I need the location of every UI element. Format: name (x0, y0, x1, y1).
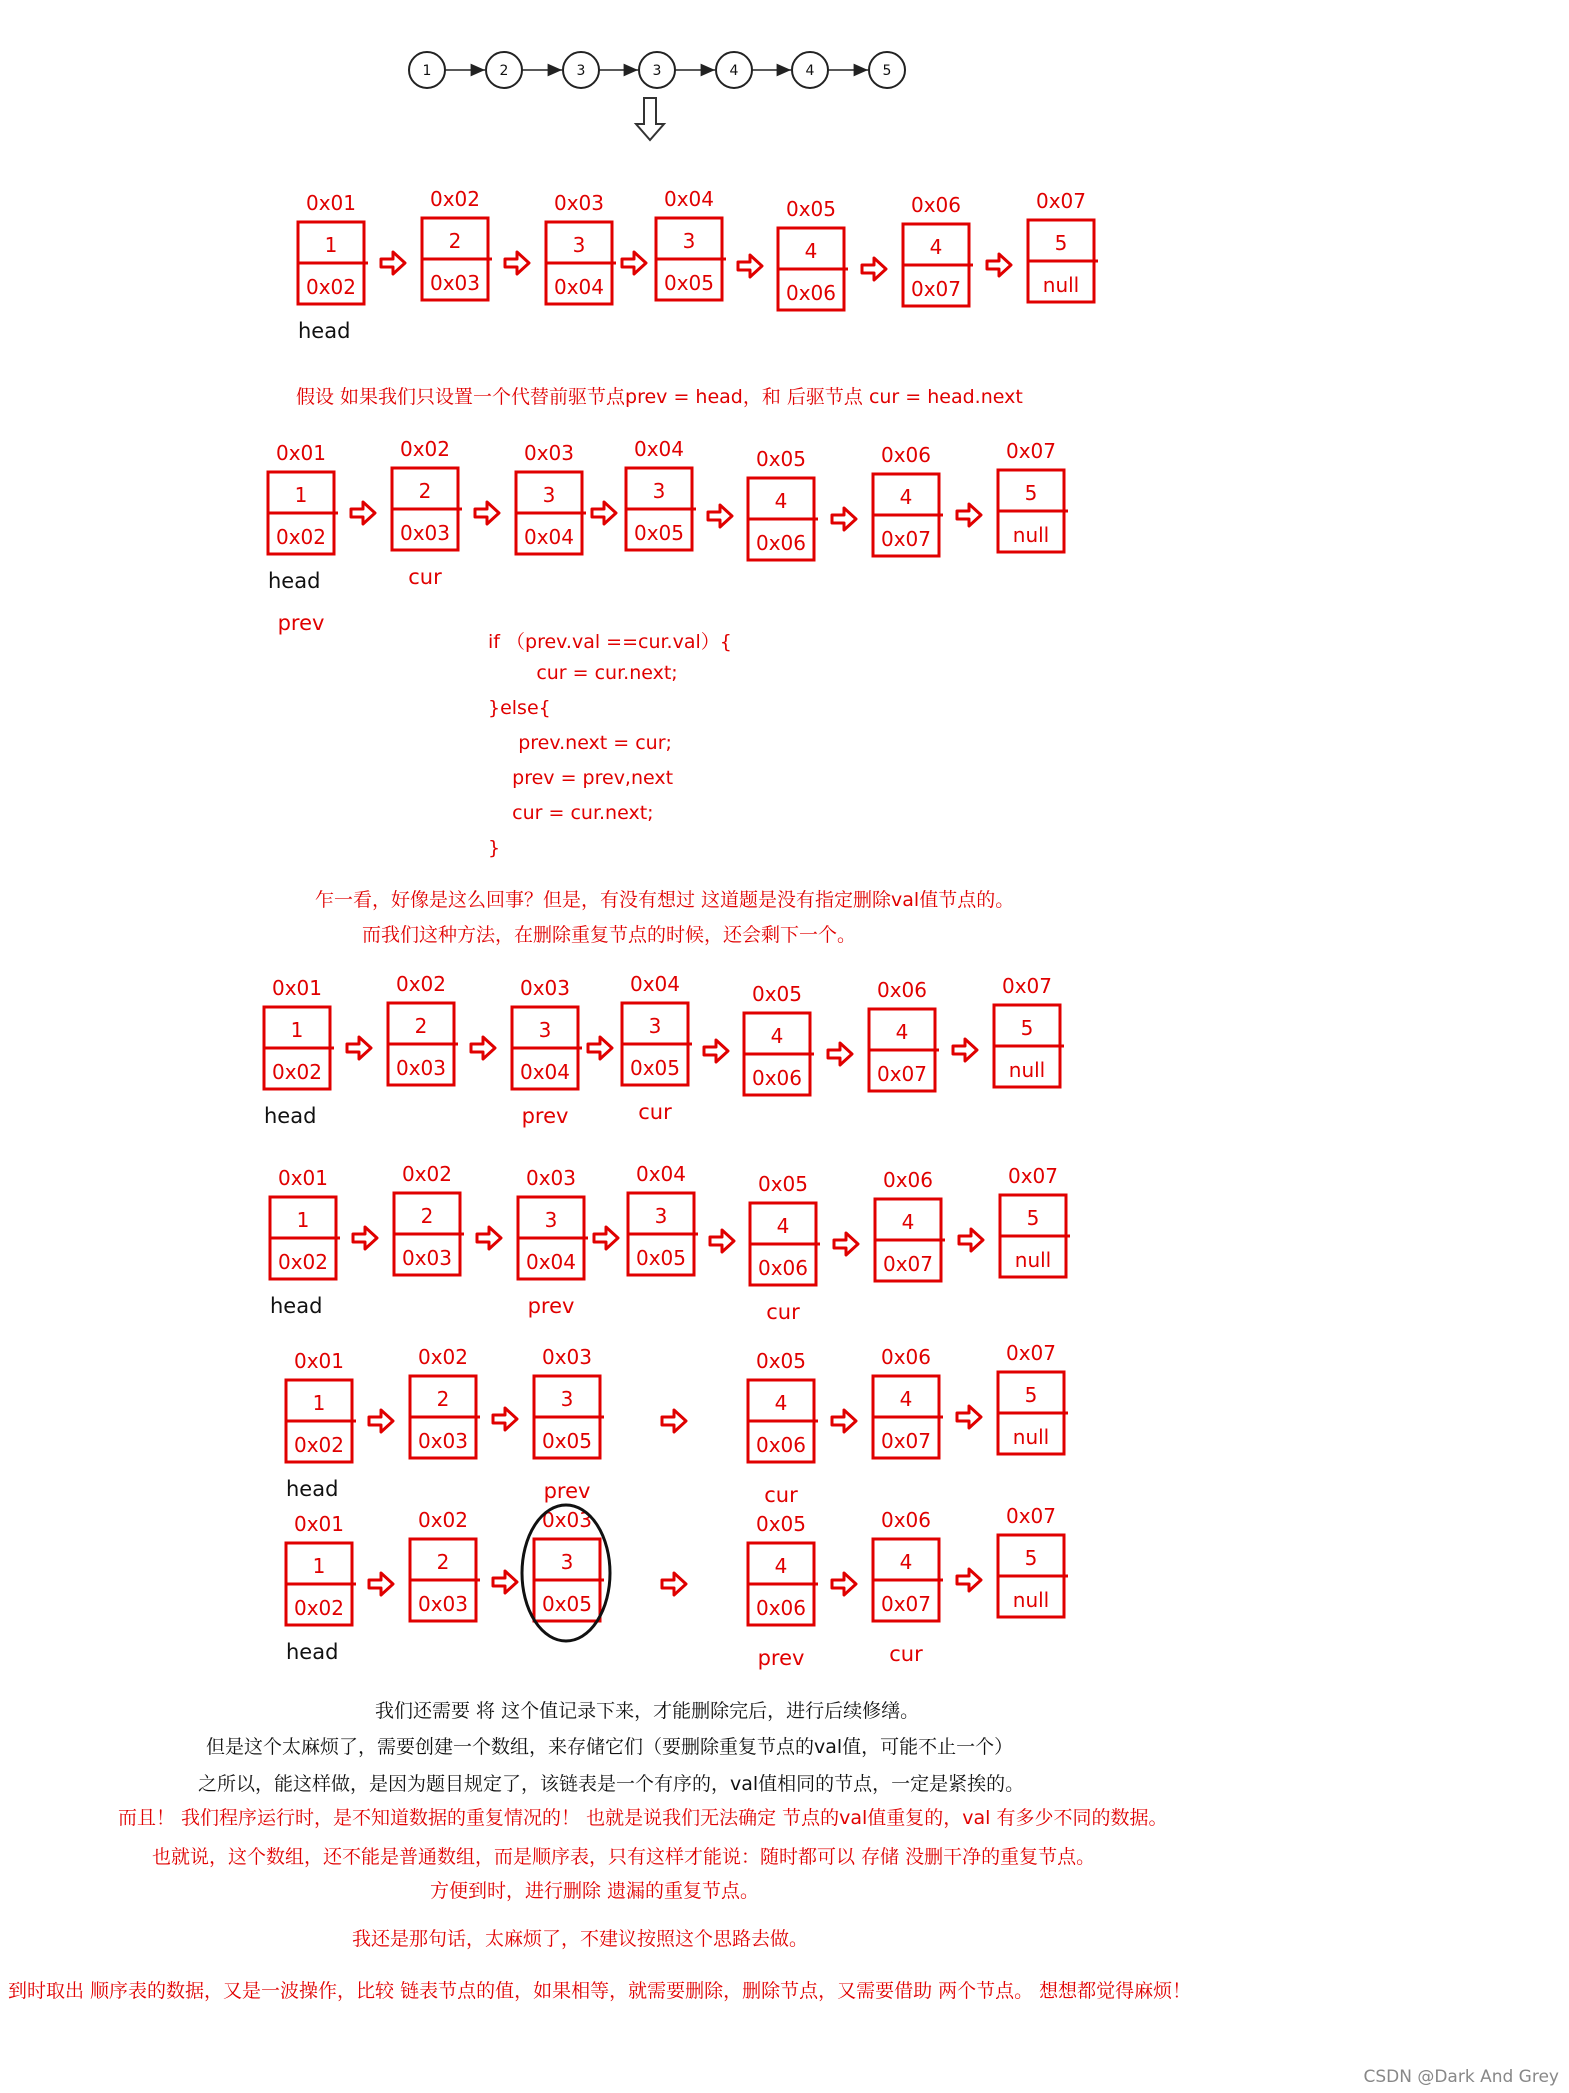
node-value: 5 (1054, 231, 1068, 255)
list-node (286, 1349, 356, 1462)
pointer-label-prev: prev (757, 1646, 805, 1670)
next-pointer-arrow (828, 1043, 852, 1065)
node-next: 0x07 (880, 1429, 932, 1453)
note-line-8: 到时取出 顺序表的数据，又是一波操作，比较 链表节点的值，如果相等，就需要删除，删除节点，又需要借助 两个节点。 想想都觉得麻烦！ (8, 1980, 1192, 2002)
list-node (873, 1345, 943, 1458)
node-next: 0x04 (523, 525, 575, 549)
node-value: 4 (899, 1387, 913, 1411)
watermark: CSDN @Dark And Grey (1363, 2067, 1559, 2087)
node-address: 0x04 (663, 187, 715, 211)
node-next: 0x07 (876, 1062, 928, 1086)
node-row (270, 1162, 1070, 1324)
next-pointer-arrow (832, 508, 856, 530)
chain-node-value: 3 (652, 63, 662, 79)
note-line-4: 而且！ 我们程序运行时，是不知道数据的重复情况的！ 也就是说我们无法确定 节点的val值重复的，val 有多少不同的数据。 (118, 1807, 1168, 1829)
list-node (410, 1345, 480, 1458)
next-pointer-arrow (592, 502, 616, 524)
code-line: }else{ (488, 697, 551, 719)
node-next: 0x07 (880, 1592, 932, 1616)
node-value: 5 (1024, 1546, 1038, 1570)
node-address: 0x02 (401, 1162, 453, 1186)
list-node (748, 1512, 818, 1625)
pointer-label-head: head (264, 1104, 317, 1128)
list-node (264, 976, 334, 1089)
list-node (394, 1162, 464, 1275)
node-next: 0x02 (271, 1060, 323, 1084)
pointer-label-head: head (286, 1640, 339, 1664)
node-value: 3 (652, 479, 666, 503)
chain-node-value: 2 (499, 63, 509, 79)
next-pointer-arrow (475, 502, 499, 524)
note-line-5: 也就说，这个数组，还不能是普通数组，而是顺序表，只有这样才能说：随时都可以 存储 没删干净的重复节点。 (152, 1846, 1096, 1868)
next-pointer-arrow (353, 1227, 377, 1249)
node-next: 0x03 (429, 271, 481, 295)
list-node (512, 976, 582, 1089)
node-next: 0x05 (541, 1429, 593, 1453)
list-node (748, 1349, 818, 1462)
node-value: 2 (436, 1550, 450, 1574)
node-value: 4 (770, 1024, 784, 1048)
node-value: 4 (899, 485, 913, 509)
next-pointer-arrow (662, 1410, 686, 1432)
pointer-label-cur: cur (408, 565, 442, 589)
node-address: 0x07 (1035, 189, 1087, 213)
next-pointer-arrow (493, 1571, 517, 1593)
next-pointer-arrow (832, 1573, 856, 1595)
list-node (748, 447, 818, 560)
node-value: 4 (774, 1391, 788, 1415)
node-value: 4 (804, 239, 818, 263)
list-node (1028, 189, 1098, 302)
node-next: 0x06 (785, 281, 837, 305)
list-node (873, 1508, 943, 1621)
code-line: } (488, 837, 501, 859)
next-pointer-arrow (710, 1230, 734, 1252)
node-address: 0x01 (277, 1166, 329, 1190)
node-row (268, 437, 1068, 635)
node-address: 0x01 (293, 1512, 345, 1536)
node-value: 4 (895, 1020, 909, 1044)
code-line: cur = cur.next; (488, 662, 678, 684)
next-pointer-arrow (959, 1229, 983, 1251)
node-address: 0x05 (755, 1349, 807, 1373)
chain-node-value: 3 (576, 63, 586, 79)
list-node (388, 972, 458, 1085)
node-next: 0x07 (882, 1252, 934, 1276)
node-next: 0x06 (757, 1256, 809, 1280)
node-row (298, 187, 1098, 343)
list-node (534, 1508, 604, 1621)
node-value: 5 (1024, 1383, 1038, 1407)
next-pointer-arrow (351, 502, 375, 524)
code-line: if （prev.val ==cur.val）{ (488, 631, 732, 653)
node-value: 1 (324, 233, 338, 257)
next-pointer-arrow (493, 1408, 517, 1430)
node-next: 0x05 (629, 1056, 681, 1080)
node-next: 0x06 (755, 1433, 807, 1457)
observation-line-1: 乍一看，好像是这么回事？但是，有没有想过 这道题是没有指定删除val值节点的。 (315, 889, 1015, 911)
note-line-1: 我们还需要 将 这个值记录下来，才能删除完后，进行后续修缮。 (375, 1700, 920, 1722)
node-address: 0x06 (880, 443, 932, 467)
node-row (286, 1341, 1068, 1507)
node-address: 0x04 (629, 972, 681, 996)
list-node (270, 1166, 340, 1279)
next-pointer-arrow (381, 252, 405, 274)
node-address: 0x03 (553, 191, 605, 215)
node-address: 0x03 (519, 976, 571, 1000)
list-node (1000, 1164, 1070, 1277)
node-address: 0x03 (541, 1508, 593, 1532)
node-value: 3 (560, 1550, 574, 1574)
node-value: 3 (572, 233, 586, 257)
node-value: 3 (682, 229, 696, 253)
node-address: 0x04 (635, 1162, 687, 1186)
node-next: 0x03 (417, 1592, 469, 1616)
note-line-6: 方便到时，进行删除 遗漏的重复节点。 (430, 1880, 760, 1902)
node-address: 0x07 (1005, 439, 1057, 463)
list-node (875, 1168, 945, 1281)
list-node (392, 437, 462, 550)
list-node (998, 439, 1068, 552)
node-next: 0x02 (293, 1596, 345, 1620)
node-value: 2 (418, 479, 432, 503)
assumption-text: 假设 如果我们只设置一个代替前驱节点prev = head，和 后驱节点 cur = head.next (296, 386, 1023, 408)
list-node (286, 1512, 356, 1625)
node-value: 3 (654, 1204, 668, 1228)
node-next: 0x03 (417, 1429, 469, 1453)
list-node (410, 1508, 480, 1621)
list-node (656, 187, 726, 300)
node-next: 0x04 (525, 1250, 577, 1274)
next-pointer-arrow (347, 1037, 371, 1059)
next-pointer-arrow (862, 258, 886, 280)
note-line-3: 之所以，能这样做，是因为题目规定了，该链表是一个有序的，val值相同的节点，一定是紧挨的。 (198, 1773, 1025, 1795)
node-next: 0x05 (663, 271, 715, 295)
node-value: 3 (648, 1014, 662, 1038)
node-address: 0x01 (275, 441, 327, 465)
pointer-label-head: head (298, 319, 351, 343)
node-next: 0x04 (553, 275, 605, 299)
node-value: 4 (929, 235, 943, 259)
next-pointer-arrow (953, 1039, 977, 1061)
list-node (869, 978, 939, 1091)
node-address: 0x01 (305, 191, 357, 215)
node-next: null (1012, 523, 1050, 547)
node-next: 0x03 (401, 1246, 453, 1270)
node-next: null (1042, 273, 1080, 297)
node-next: 0x03 (395, 1056, 447, 1080)
node-address: 0x02 (395, 972, 447, 996)
node-next: 0x07 (910, 277, 962, 301)
chain-node-value: 4 (805, 63, 815, 79)
node-row (286, 1504, 1068, 1670)
code-line: cur = cur.next; (488, 802, 654, 824)
node-next: 0x05 (541, 1592, 593, 1616)
transform-arrow-down (636, 98, 664, 140)
next-pointer-arrow (588, 1037, 612, 1059)
node-value: 5 (1020, 1016, 1034, 1040)
list-node (534, 1345, 604, 1458)
chain-node-value: 1 (422, 63, 432, 79)
node-row (264, 972, 1064, 1128)
list-node (298, 191, 368, 304)
list-node (622, 972, 692, 1085)
code-line: prev.next = cur; (488, 732, 672, 754)
list-node (744, 982, 814, 1095)
list-node (994, 974, 1064, 1087)
node-address: 0x05 (757, 1172, 809, 1196)
node-value: 2 (420, 1204, 434, 1228)
pointer-label-head: head (286, 1477, 339, 1501)
node-address: 0x05 (755, 447, 807, 471)
node-value: 1 (312, 1554, 326, 1578)
chain-node-value: 4 (729, 63, 739, 79)
next-pointer-arrow (369, 1410, 393, 1432)
node-value: 4 (774, 489, 788, 513)
next-pointer-arrow (832, 1410, 856, 1432)
node-address: 0x06 (876, 978, 928, 1002)
node-address: 0x05 (755, 1512, 807, 1536)
list-node (516, 441, 586, 554)
node-address: 0x01 (293, 1349, 345, 1373)
node-address: 0x07 (1007, 1164, 1059, 1188)
chain-node-value: 5 (882, 63, 892, 79)
node-next: 0x06 (751, 1066, 803, 1090)
list-node (546, 191, 616, 304)
pointer-label-cur: cur (766, 1300, 800, 1324)
list-node (778, 197, 848, 310)
next-pointer-arrow (369, 1573, 393, 1595)
list-node (626, 437, 696, 550)
node-address: 0x06 (880, 1345, 932, 1369)
node-address: 0x02 (399, 437, 451, 461)
node-address: 0x07 (1005, 1341, 1057, 1365)
node-next: 0x03 (399, 521, 451, 545)
node-address: 0x02 (429, 187, 481, 211)
pointer-label-prev: prev (543, 1479, 591, 1503)
list-node (628, 1162, 698, 1275)
node-value: 5 (1026, 1206, 1040, 1230)
node-next: 0x02 (277, 1250, 329, 1274)
pointer-label-cur: cur (889, 1642, 923, 1666)
list-node (750, 1172, 820, 1285)
node-address: 0x07 (1001, 974, 1053, 998)
next-pointer-arrow (704, 1040, 728, 1062)
node-value: 4 (774, 1554, 788, 1578)
next-pointer-arrow (662, 1573, 686, 1595)
node-next: null (1012, 1588, 1050, 1612)
list-node (268, 441, 338, 554)
next-pointer-arrow (505, 252, 529, 274)
next-pointer-arrow (622, 252, 646, 274)
pointer-label-head: head (268, 569, 321, 593)
note-line-7: 我还是那句话，太麻烦了，不建议按照这个思路去做。 (352, 1928, 809, 1950)
next-pointer-arrow (477, 1227, 501, 1249)
original-list-chain (409, 52, 905, 88)
node-address: 0x06 (880, 1508, 932, 1532)
next-pointer-arrow (957, 504, 981, 526)
node-value: 2 (448, 229, 462, 253)
next-pointer-arrow (957, 1569, 981, 1591)
node-value: 1 (312, 1391, 326, 1415)
node-next: null (1008, 1058, 1046, 1082)
node-value: 4 (776, 1214, 790, 1238)
list-node (873, 443, 943, 556)
node-value: 4 (899, 1550, 913, 1574)
node-value: 3 (544, 1208, 558, 1232)
node-value: 1 (296, 1208, 310, 1232)
list-node (903, 193, 973, 306)
note-line-2: 但是这个太麻烦了，需要创建一个数组，来存储它们（要删除重复节点的val值，可能不止一个） (206, 1736, 1014, 1758)
node-address: 0x06 (910, 193, 962, 217)
next-pointer-arrow (834, 1233, 858, 1255)
node-address: 0x02 (417, 1345, 469, 1369)
pointer-label-prev: prev (277, 611, 325, 635)
next-pointer-arrow (594, 1227, 618, 1249)
node-value: 1 (294, 483, 308, 507)
next-pointer-arrow (957, 1406, 981, 1428)
node-address: 0x03 (523, 441, 575, 465)
node-address: 0x06 (882, 1168, 934, 1192)
next-pointer-arrow (471, 1037, 495, 1059)
node-value: 4 (901, 1210, 915, 1234)
node-next: 0x05 (635, 1246, 687, 1270)
node-value: 3 (542, 483, 556, 507)
observation-line-2: 而我们这种方法，在删除重复节点的时候，还会剩下一个。 (362, 924, 857, 946)
list-node (998, 1504, 1068, 1617)
node-value: 2 (436, 1387, 450, 1411)
list-node (998, 1341, 1068, 1454)
node-value: 1 (290, 1018, 304, 1042)
node-next: 0x02 (275, 525, 327, 549)
node-address: 0x03 (541, 1345, 593, 1369)
code-line: prev = prev,next (488, 767, 674, 789)
node-address: 0x05 (751, 982, 803, 1006)
node-address: 0x03 (525, 1166, 577, 1190)
node-next: 0x05 (633, 521, 685, 545)
node-next: 0x04 (519, 1060, 571, 1084)
pointer-label-prev: prev (527, 1294, 575, 1318)
node-address: 0x01 (271, 976, 323, 1000)
node-next: 0x07 (880, 527, 932, 551)
node-address: 0x04 (633, 437, 685, 461)
node-address: 0x02 (417, 1508, 469, 1532)
node-next: null (1014, 1248, 1052, 1272)
node-value: 3 (538, 1018, 552, 1042)
node-value: 2 (414, 1014, 428, 1038)
next-pointer-arrow (738, 255, 762, 277)
list-node (422, 187, 492, 300)
next-pointer-arrow (987, 254, 1011, 276)
node-next: null (1012, 1425, 1050, 1449)
pointer-label-cur: cur (764, 1483, 798, 1507)
node-next: 0x06 (755, 1596, 807, 1620)
node-next: 0x02 (293, 1433, 345, 1457)
pointer-label-cur: cur (638, 1100, 672, 1124)
node-value: 5 (1024, 481, 1038, 505)
node-address: 0x07 (1005, 1504, 1057, 1528)
node-value: 3 (560, 1387, 574, 1411)
node-next: 0x02 (305, 275, 357, 299)
list-node (518, 1166, 588, 1279)
next-pointer-arrow (708, 505, 732, 527)
pointer-label-prev: prev (521, 1104, 569, 1128)
node-next: 0x06 (755, 531, 807, 555)
pointer-label-head: head (270, 1294, 323, 1318)
node-address: 0x05 (785, 197, 837, 221)
